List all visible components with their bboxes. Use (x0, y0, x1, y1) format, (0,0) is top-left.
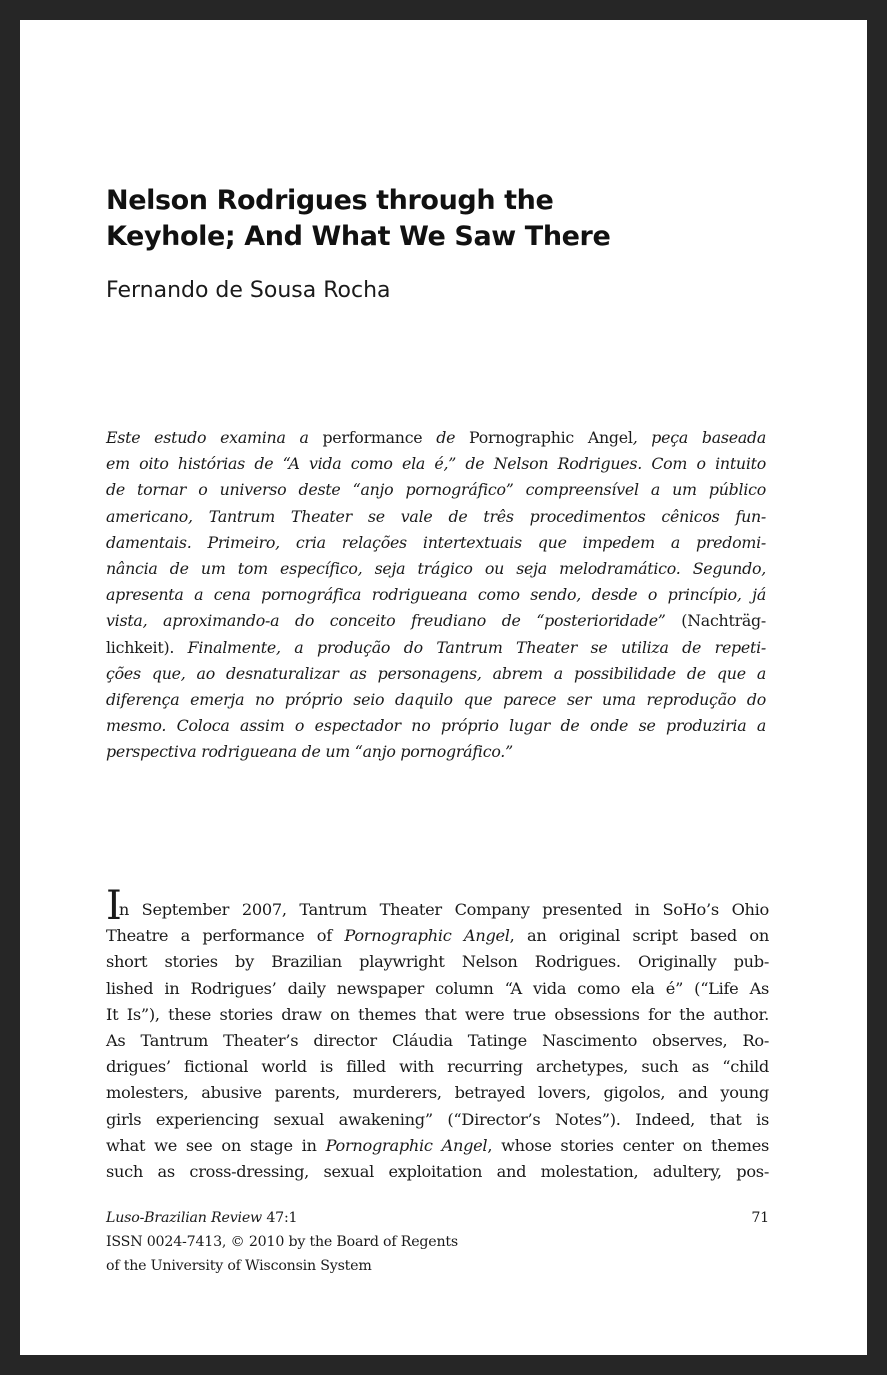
body-line: such as cross-dressing, sexual exploitation and molestation, adultery, pos- (106, 1162, 769, 1182)
journal-citation (106, 1206, 769, 1230)
body-line: what we see on stage in Pornographic Angel, whose stories center on themes (106, 1135, 769, 1155)
body-line: Theatre a performance of Pornographic Angel, an original script based on (106, 926, 769, 946)
abstract-line: mesmo. Coloca assim o espectador no próprio lugar de onde se produziria a (106, 716, 766, 736)
article-title-line: Nelson Rodrigues through the (106, 185, 554, 216)
abstract-line: perspectiva rodrigueana de um “anjo pornográfico.” (106, 742, 513, 762)
abstract-line: Este estudo examina a performance de Pornographic Angel, peça baseada (106, 428, 767, 447)
abstract-line: de tornar o universo deste “anjo pornográfico” compreensível a um público (106, 480, 766, 500)
article-title-line: Keyhole; And What We Saw There (106, 221, 611, 252)
body-line: As Tantrum Theater’s director Cláudia Tatinge Nascimento observes, Ro- (106, 1031, 769, 1051)
drop-cap: I (106, 883, 119, 929)
article-author: Fernando de Sousa Rocha (106, 278, 391, 303)
body-line: In September 2007, Tantrum Theater Company presented in SoHo’s Ohio (106, 883, 769, 929)
institution-line: of the University of Wisconsin System (106, 1258, 372, 1274)
abstract-line: lichkeit). Finalmente, a produção do Tantrum Theater se utiliza de repeti- (106, 637, 766, 657)
abstract-line: diferença emerja no próprio seio daquilo que parece ser uma reprodução do (106, 690, 766, 710)
abstract-line: vista, aproximando-a do conceito freudiano de “posterioridade” (Nachträg- (106, 611, 766, 631)
abstract-line: damentais. Primeiro, cria relações intertextuais que impedem a predomi- (106, 532, 766, 552)
page-footer (106, 1206, 769, 1278)
body-text (106, 883, 769, 1185)
journal-page (20, 20, 867, 1355)
abstract (106, 425, 766, 766)
body-line: girls experiencing sexual awakening” (“Director’s Notes”). Indeed, that is (106, 1109, 769, 1129)
body-line: molesters, abusive parents, murderers, betrayed lovers, gigolos, and young (106, 1083, 769, 1103)
article-title (106, 183, 746, 255)
journal-volume: 47:1 (262, 1210, 298, 1226)
abstract-line: nância de um tom específico, seja trágico ou seja melodramático. Segundo, (106, 559, 766, 579)
page-number: 71 (751, 1210, 769, 1226)
journal-name: Luso-Brazilian Review (106, 1210, 263, 1226)
body-line: lished in Rodrigues’ daily newspaper column “A vida como ela é” (“Life As (106, 978, 769, 998)
body-line: drigues’ fictional world is filled with recurring archetypes, such as “child (106, 1057, 769, 1077)
body-line: It Is”), these stories draw on themes that were true obsessions for the author. (106, 1004, 769, 1024)
body-line: short stories by Brazilian playwright Nelson Rodrigues. Originally pub- (106, 952, 769, 972)
abstract-line: americano, Tantrum Theater se vale de três procedimentos cênicos fun- (106, 506, 766, 526)
abstract-line: em oito histórias de “A vida como ela é,” de Nelson Rodrigues. Com o intuito (106, 454, 766, 474)
issn-line: ISSN 0024-7413, © 2010 by the Board of Regents (106, 1234, 458, 1250)
abstract-line: ções que, ao desnaturalizar as personagens, abrem a possibilidade de que a (106, 663, 766, 683)
abstract-line: apresenta a cena pornográfica rodrigueana como sendo, desde o princípio, já (106, 585, 766, 605)
